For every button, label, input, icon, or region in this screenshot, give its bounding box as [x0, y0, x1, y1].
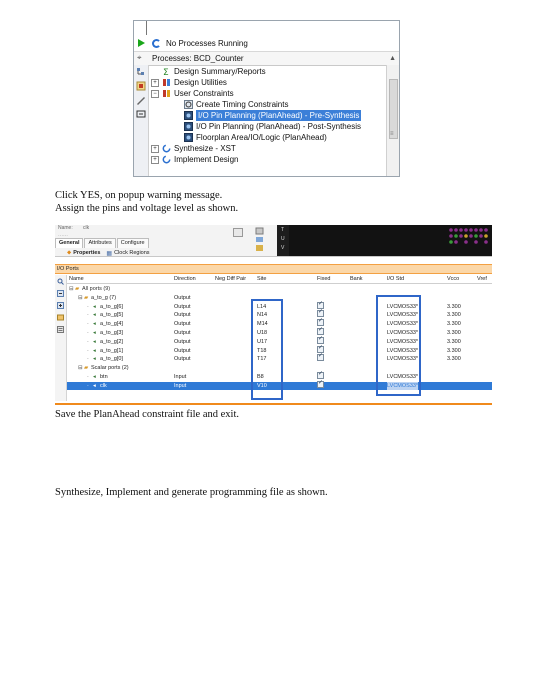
tree-line-icon: · [87, 312, 89, 319]
direction-cell: Output [174, 294, 191, 301]
port-icon: ◂ [93, 338, 96, 345]
process-tree-item-label: I/O Pin Planning (PlanAhead) - Pre-Synthesis [198, 111, 360, 120]
expand-icon[interactable]: + [151, 79, 159, 87]
io-std-select[interactable]: LVCMOS33* [387, 312, 419, 319]
port-icon: ◂ [93, 356, 96, 363]
run-icon[interactable] [138, 39, 145, 47]
instruction-line-3: Save the PlanAhead constraint file and exit. [55, 409, 239, 420]
properties-tabs [55, 238, 150, 247]
properties-icon[interactable] [57, 326, 64, 333]
process-tree-item[interactable] [150, 121, 380, 132]
vcco-cell: 3.300 [447, 312, 461, 319]
subtab-clock-regions[interactable]: Clock Regions [114, 250, 150, 256]
processes-label: Processes: BCD_Counter [152, 54, 244, 63]
rerun-icon[interactable] [152, 39, 161, 48]
direction-cell: Output [174, 303, 191, 310]
process-tree-item[interactable] [150, 88, 380, 99]
port-name: Scalar ports (2) [91, 365, 129, 372]
planahead-io-ports-window [55, 225, 492, 405]
utilities-icon [162, 78, 171, 87]
direction-cell: Output [174, 338, 191, 345]
instruction-line-1: Click YES, on popup warning message. [55, 190, 223, 201]
table-row[interactable] [67, 285, 492, 293]
tree-line-icon: · [87, 356, 89, 363]
tree-line-icon: · [87, 338, 89, 345]
port-name: a_to_g[2] [100, 338, 123, 345]
process-tree-item-label: Implement Design [174, 155, 239, 164]
tab-configure[interactable]: Configure [117, 238, 149, 248]
row-letter-v: V [281, 245, 285, 251]
tab-attributes[interactable]: Attributes [84, 238, 115, 248]
cycle-icon [162, 144, 171, 153]
collapse-all-icon[interactable] [57, 290, 64, 297]
process-tree-item-label: Synthesize - XST [174, 144, 236, 153]
site-cell: T18 [257, 347, 267, 354]
fixed-checkbox[interactable] [317, 382, 324, 390]
process-tree [150, 66, 380, 177]
tree-line-icon: · [87, 347, 89, 354]
process-tree-item-label: Design Summary/Reports [174, 67, 266, 76]
site-cell: N14 [257, 312, 268, 319]
direction-cell: Output [174, 356, 191, 363]
search-icon[interactable] [57, 278, 64, 285]
port-group-icon: ▰ [84, 294, 89, 301]
process-tree-item-label: User Constraints [174, 89, 234, 98]
site-cell: T17 [257, 356, 267, 363]
port-name: a_to_g[1] [100, 347, 123, 354]
properties-subtabs [55, 249, 150, 257]
hierarchy-icon[interactable] [136, 67, 146, 77]
vertical-scrollbar[interactable]: ≡ [386, 65, 399, 177]
io-std-column-highlight [376, 295, 421, 396]
process-tree-item-label: Design Utilities [174, 78, 227, 87]
port-name: a_to_g (7) [91, 294, 117, 301]
io-std-select[interactable]: LVCMOS33* [387, 303, 419, 310]
io-ports-title: I/O Ports [57, 266, 79, 272]
port-icon: ◂ [93, 330, 96, 336]
port-group-icon: ▰ [75, 286, 80, 292]
process-tree-item[interactable] [150, 110, 380, 121]
device-view-ruler [277, 225, 289, 256]
port-group-icon: ▰ [84, 365, 89, 372]
vcco-cell: 3.300 [447, 330, 461, 336]
column-header[interactable]: Vref [477, 276, 487, 282]
table-header [67, 275, 492, 284]
port-icon: ◂ [93, 382, 96, 389]
subtab-properties[interactable]: Properties [73, 250, 101, 256]
minimize-button[interactable] [233, 228, 243, 237]
column-header[interactable]: I/O Std [387, 276, 405, 282]
io-std-select[interactable]: LVCMOS33* [387, 356, 419, 363]
process-tree-item[interactable] [150, 132, 380, 143]
io-std-select[interactable]: LVCMOS33* [387, 338, 419, 345]
port-icon: ◂ [93, 303, 96, 310]
port-name: a_to_g[4] [100, 321, 123, 328]
property-row-fragment: ‥‥‥ [58, 232, 69, 238]
process-status: No Processes Running [166, 38, 248, 48]
port-name: All ports (9) [82, 286, 111, 292]
cycle-icon [162, 155, 171, 164]
group-icon[interactable] [57, 314, 64, 321]
tree-line-icon: · [87, 321, 89, 328]
column-header[interactable]: Site [257, 276, 267, 282]
direction-cell: Input [174, 382, 187, 389]
processes-icon: ⌖ [137, 53, 142, 62]
tree-line-icon: · [87, 330, 89, 336]
process-tree-item-label: Floorplan Area/IO/Logic (PlanAhead) [196, 133, 327, 142]
vcco-cell: 3.300 [447, 338, 461, 345]
process-tree-item[interactable] [150, 154, 380, 165]
port-icon: ◂ [93, 321, 96, 328]
direction-cell: Input [174, 374, 187, 380]
sigma-icon [162, 67, 171, 76]
direction-cell: Output [174, 312, 191, 319]
direction-cell: Output [174, 330, 191, 336]
property-name-label: Name: [58, 225, 73, 231]
design-icon[interactable] [136, 81, 146, 91]
properties-icon: ⬥ [67, 249, 72, 256]
ise-processes-panel [133, 20, 400, 177]
fixed-checkbox[interactable] [317, 355, 324, 363]
column-header[interactable]: Bank [350, 276, 363, 282]
port-name: a_to_g[3] [100, 330, 123, 336]
vcco-cell: 3.300 [447, 356, 461, 363]
site-cell: L14 [257, 303, 267, 310]
site-cell: U17 [257, 338, 268, 345]
tree-line-icon: · [87, 382, 89, 389]
port-name: a_to_g[6] [100, 303, 123, 310]
row-letter-u: U [281, 236, 285, 242]
instruction-line-4: Synthesize, Implement and generate programming file as shown. [55, 487, 328, 498]
column-header[interactable]: Fixed [317, 276, 331, 282]
direction-cell: Output [174, 347, 191, 354]
row-letter-t: T [281, 227, 285, 233]
collapse-icon[interactable]: − [151, 90, 159, 98]
process-tree-item-label: Create Timing Constraints [196, 100, 289, 109]
device-view[interactable] [277, 225, 492, 256]
clock-icon [184, 100, 193, 109]
column-header[interactable]: Name [69, 276, 84, 282]
site-cell: M14 [257, 321, 268, 328]
io-std-select[interactable]: LVCMOS33* [387, 347, 419, 354]
tool-icon[interactable] [136, 95, 146, 105]
property-name-value: clk [83, 225, 90, 231]
io-ports-title-bar [55, 264, 492, 274]
site-column-highlight [251, 299, 283, 400]
process-tree-item[interactable] [150, 99, 380, 110]
expand-all-icon[interactable] [57, 302, 64, 309]
io-std-select[interactable]: LVCMOS33* [387, 330, 419, 336]
processes-header [134, 52, 399, 66]
vcco-cell: 3.300 [447, 321, 461, 328]
constraints-icon [162, 89, 171, 98]
column-header[interactable]: Direction [174, 276, 196, 282]
port-icon: ◂ [93, 374, 96, 380]
vcco-cell: 3.300 [447, 303, 461, 310]
collapse-icon[interactable]: ⊟ [78, 294, 83, 301]
io-std-select[interactable]: LVCMOS33* [387, 374, 419, 380]
tab-general[interactable]: General [55, 238, 83, 248]
svg-text:Σ: Σ [163, 68, 169, 76]
tree-line-icon: · [87, 303, 89, 310]
planahead-icon [184, 122, 193, 131]
port-name: btn [100, 374, 108, 380]
process-tree-item[interactable] [150, 143, 380, 154]
site-cell: V10 [257, 382, 267, 389]
column-header[interactable]: Neg Diff Pair [215, 276, 247, 282]
port-icon: ◂ [93, 312, 96, 319]
port-name: clk [100, 382, 107, 389]
scroll-up-arrow-icon[interactable]: ▲ [389, 55, 396, 62]
tool-icon[interactable] [136, 109, 146, 119]
expand-icon[interactable]: + [151, 145, 159, 153]
io-std-select[interactable]: LVCMOS33* [387, 382, 419, 389]
planahead-icon [184, 111, 193, 120]
io-ports-toolbar [55, 275, 67, 401]
process-tree-item-label: I/O Pin Planning (PlanAhead) - Post-Synthesis [196, 122, 361, 131]
panel-top-strip [134, 21, 399, 36]
left-toolbar [134, 65, 149, 177]
process-tree-item[interactable] [150, 77, 380, 88]
process-toolbar [134, 35, 399, 52]
site-cell: B8 [257, 374, 264, 380]
port-icon: ◂ [93, 347, 96, 354]
direction-cell: Output [174, 321, 191, 328]
planahead-icon [184, 133, 193, 142]
instruction-line-2: Assign the pins and voltage level as shown. [55, 203, 239, 214]
clock-regions-icon: ▦ [106, 250, 113, 257]
column-header[interactable]: Vcco [447, 276, 460, 282]
collapse-icon[interactable]: ⊟ [69, 286, 74, 292]
tree-line-icon: · [87, 374, 89, 380]
expand-icon[interactable]: + [151, 156, 159, 164]
io-std-select[interactable]: LVCMOS33* [387, 321, 419, 328]
package-pins-graphic [448, 227, 488, 249]
site-cell: U18 [257, 330, 268, 336]
collapse-icon[interactable]: ⊟ [78, 365, 83, 372]
process-tree-item[interactable] [150, 66, 380, 77]
vcco-cell: 3.300 [447, 347, 461, 354]
view-toolbar [255, 227, 265, 254]
port-name: a_to_g[5] [100, 312, 123, 319]
port-name: a_to_g[0] [100, 356, 123, 363]
